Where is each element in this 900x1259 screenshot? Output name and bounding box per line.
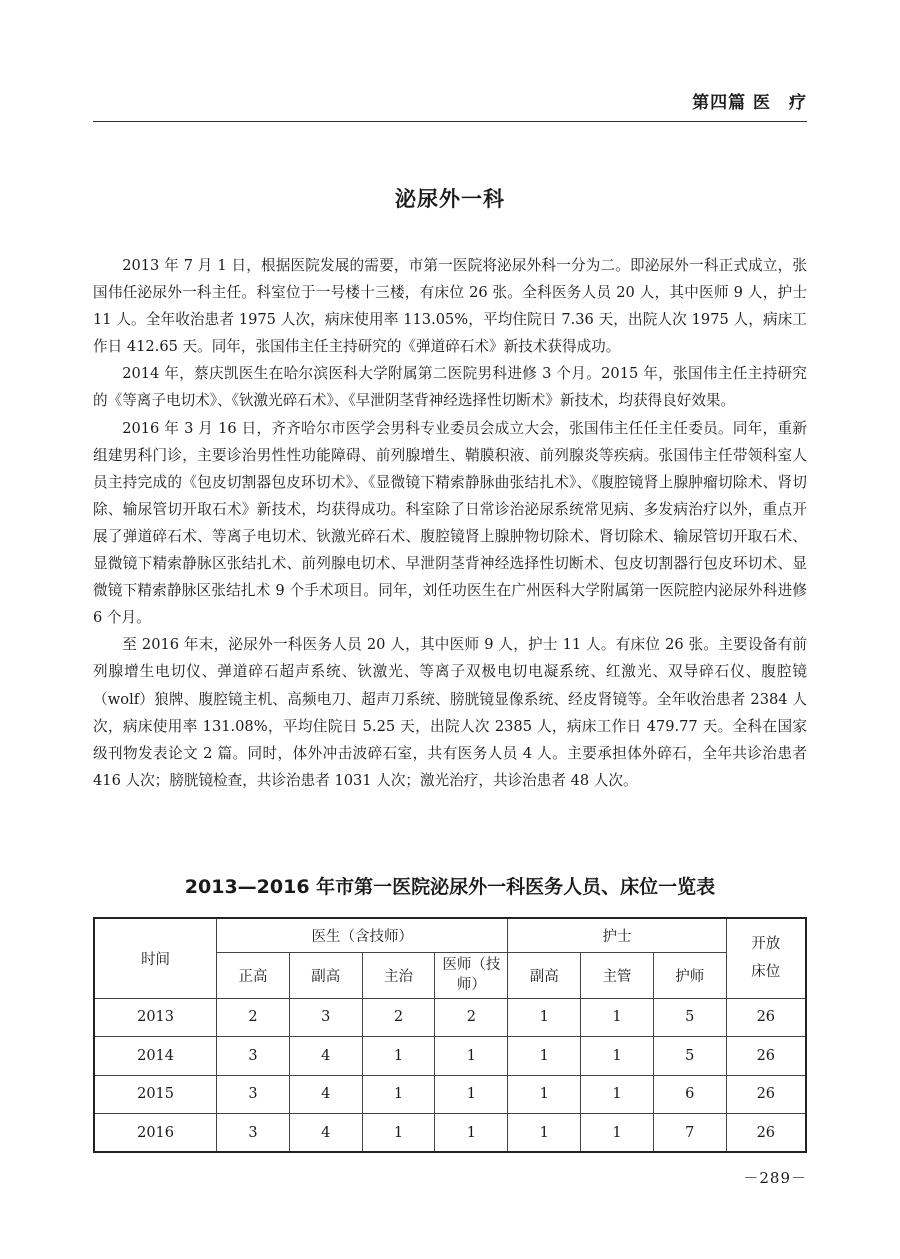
table-cell: 3 <box>289 998 362 1037</box>
table-cell: 1 <box>508 1037 581 1076</box>
subheader-cell: 正高 <box>217 952 290 998</box>
table-cell: 1 <box>581 1075 654 1114</box>
subheader-cell: 主管 <box>581 952 654 998</box>
table-cell: 2 <box>362 998 435 1037</box>
header-open-beds-label: 开放床位 <box>751 936 781 981</box>
table-cell: 1 <box>435 1037 508 1076</box>
body-text <box>93 252 807 794</box>
table-cell: 1 <box>508 1114 581 1153</box>
table-cell: 26 <box>726 998 806 1037</box>
table-cell: 26 <box>726 1037 806 1076</box>
table-row <box>94 998 806 1037</box>
paragraph: 至 2016 年末，泌尿外一科医务人员 20 人，其中医师 9 人，护士 11 人。有床位 26 张。主要设备有前列腺增生电切仪、弹道碎石超声系统、钬激光、等离子双极电切电凝系统、红激光、双导碎石仪、腹腔镜（wolf）狼牌、腹腔镜主机、高频电刀、超声刀系统、膀胱镜显像系统、经皮肾镜等。全年收治患者 2384 人次，病床使用率 131.08%，平均住院日 5.25 天，出院人次 2385 人，病床工作日 479.77 天。全科在国家级刊物发表论文 2 篇。同时，体外冲击波碎石室，共有医务人员 4 人。主要承担体外碎石，全年共诊治患者 416 人次；膀胱镜检查，共诊治患者 1031 人次；激光治疗，共诊治患者 48 人次。 <box>93 636 807 789</box>
subheader-cell <box>435 952 508 998</box>
table-cell: 2 <box>435 998 508 1037</box>
header-open-beds <box>726 918 806 998</box>
section-title: 泌尿外一科 <box>395 187 505 211</box>
subheader-cell: 护师 <box>653 952 726 998</box>
table-cell: 26 <box>726 1114 806 1153</box>
paragraph: 2016 年 3 月 16 日，齐齐哈尔市医学会男科专业委员会成立大会，张国伟主任任主任委员。同年，重新组建男科门诊，主要诊治男性性功能障碍、前列腺增生、鞘膜积液、前列腺炎等疾病。张国伟主任带领科室人员主持完成的《包皮切割器包皮环切术》、《显微镜下精索静脉曲张结扎术》、《腹腔镜肾上腺肿瘤切除术、肾切除、输尿管切开取石术》新技术，均获得成功。科室除了日常诊治泌尿系统常见病、多发病治疗以外，重点开展了弹道碎石术、等离子电切术、钬激光碎石术、腹腔镜肾上腺肿物切除术、肾切除术、输尿管切开取石术、显微镜下精索静脉区张结扎术、前列腺电切术、早泄阴茎背神经选择性切断术、包皮切割器行包皮环切术、显微镜下精索静脉区张结扎术 9 个手术项目。同年，刘任功医生在广州医科大学附属第一医院腔内泌尿外科进修 6 个月。 <box>93 419 807 627</box>
paragraph: 2014 年，蔡庆凯医生在哈尔滨医科大学附属第二医院男科进修 3 个月。2015 年，张国伟主任主持研究的《等离子电切术》、《钬激光碎石术》、《早泄阴茎背神经选择性切断术》新技术，均获得良好效果。 <box>93 365 807 410</box>
table-cell: 1 <box>581 1114 654 1153</box>
table-row <box>94 1037 806 1076</box>
table-cell: 1 <box>362 1075 435 1114</box>
table-cell: 1 <box>508 998 581 1037</box>
table-cell: 7 <box>653 1114 726 1153</box>
header-nurse-group: 护士 <box>508 918 726 952</box>
table-cell: 1 <box>581 1037 654 1076</box>
staff-bed-table <box>93 917 807 1153</box>
table-title: 2013—2016 年市第一医院泌尿外一科医务人员、床位一览表 <box>184 876 716 898</box>
table-cell: 3 <box>217 1037 290 1076</box>
table-row <box>94 1075 806 1114</box>
subheader-label: 医师（技师） <box>442 957 501 993</box>
year-cell: 2015 <box>94 1075 217 1114</box>
table-cell: 4 <box>289 1114 362 1153</box>
subheader-cell: 副高 <box>508 952 581 998</box>
year-cell: 2014 <box>94 1037 217 1076</box>
year-cell: 2013 <box>94 998 217 1037</box>
table-cell: 2 <box>217 998 290 1037</box>
table-cell: 1 <box>435 1075 508 1114</box>
table-cell: 1 <box>508 1075 581 1114</box>
table-cell: 5 <box>653 998 726 1037</box>
year-cell: 2016 <box>94 1114 217 1153</box>
table-row <box>94 1114 806 1153</box>
table-cell: 6 <box>653 1075 726 1114</box>
table-cell: 4 <box>289 1075 362 1114</box>
table-cell: 1 <box>435 1114 508 1153</box>
header-time: 时间 <box>94 918 217 998</box>
table-cell: 26 <box>726 1075 806 1114</box>
table-cell: 4 <box>289 1037 362 1076</box>
table-cell: 5 <box>653 1037 726 1076</box>
subheader-cell: 副高 <box>289 952 362 998</box>
paragraph: 2013 年 7 月 1 日，根据医院发展的需要，市第一医院将泌尿外科一分为二。即泌尿外一科正式成立，张国伟任泌尿外一科主任。科室位于一号楼十三楼，有床位 26 张。全科医务人员 20 人，其中医师 9 人，护士 11 人。全年收治患者 1975 人次，病床使用率 113.05%，平均住院日 7.36 天，出院人次 1975 人，病床工作日 412.65 天。同年，张国伟主任主持研究的《弹道碎石术》新技术获得成功。 <box>93 257 807 356</box>
subheader-cell: 主治 <box>362 952 435 998</box>
running-header: 第四篇 医 疗 <box>93 88 807 122</box>
table-cell: 1 <box>581 998 654 1037</box>
page-number: －289－ <box>743 1169 807 1187</box>
table-cell: 1 <box>362 1114 435 1153</box>
table-cell: 3 <box>217 1075 290 1114</box>
table-body <box>94 998 806 1152</box>
table-cell: 3 <box>217 1114 290 1153</box>
table-cell: 1 <box>362 1037 435 1076</box>
header-doctor-group: 医生（含技师） <box>217 918 508 952</box>
